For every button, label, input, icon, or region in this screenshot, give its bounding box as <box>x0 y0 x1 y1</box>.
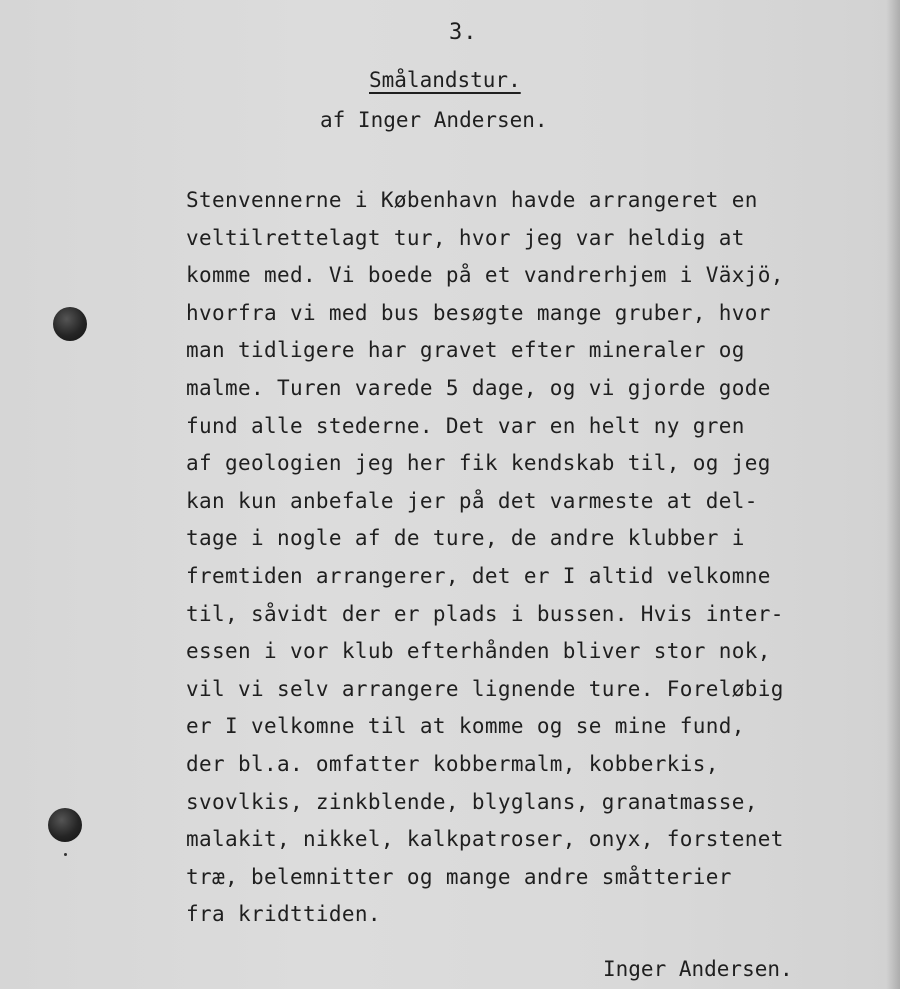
body-line: veltilrettelagt tur, hvor jeg var heldig at <box>186 225 745 250</box>
body-line: er I velkomne til at komme og se mine fund, <box>186 714 745 739</box>
body-line: kan kun anbefale jer på det varmeste at del- <box>186 488 758 513</box>
body-line: svovlkis, zinkblende, blyglans, granatmasse, <box>186 789 758 814</box>
punch-hole-bottom <box>48 808 82 842</box>
body-line: fra kridttiden. <box>186 902 381 927</box>
body-line: essen i vor klub efterhånden bliver stor nok, <box>186 639 771 664</box>
article-title: Smålandstur. <box>369 68 521 92</box>
signature: Inger Andersen. <box>603 957 793 981</box>
body-line: tage i nogle af de ture, de andre klubber i <box>186 526 745 551</box>
body-line: træ, belemnitter og mange andre småtterier <box>186 864 732 889</box>
ink-speck <box>64 853 67 856</box>
body-line: der bl.a. omfatter kobbermalm, kobberkis, <box>186 751 719 776</box>
body-line: man tidligere har gravet efter mineraler og <box>186 338 745 363</box>
body-line: hvorfra vi med bus besøgte mange gruber, hvor <box>186 300 771 325</box>
article-byline: af Inger Andersen. <box>320 108 548 132</box>
body-line: fremtiden arrangerer, det er I altid velkomne <box>186 563 771 588</box>
body-line: af geologien jeg her fik kendskab til, og jeg <box>186 451 771 476</box>
body-line: komme med. Vi boede på et vandrerhjem i Växjö, <box>186 263 784 288</box>
article-body <box>186 182 891 934</box>
punch-hole-top <box>53 307 87 341</box>
body-line: til, såvidt der er plads i bussen. Hvis inter- <box>186 601 784 626</box>
body-line: malakit, nikkel, kalkpatroser, onyx, forstenet <box>186 827 784 852</box>
body-line: fund alle stederne. Det var en helt ny gren <box>186 413 745 438</box>
body-line: malme. Turen varede 5 dage, og vi gjorde gode <box>186 375 771 400</box>
body-line: Stenvennerne i København havde arrangeret en <box>186 188 758 212</box>
page-number: 3. <box>449 20 478 45</box>
body-line: vil vi selv arrangere lignende ture. Foreløbig <box>186 676 784 701</box>
